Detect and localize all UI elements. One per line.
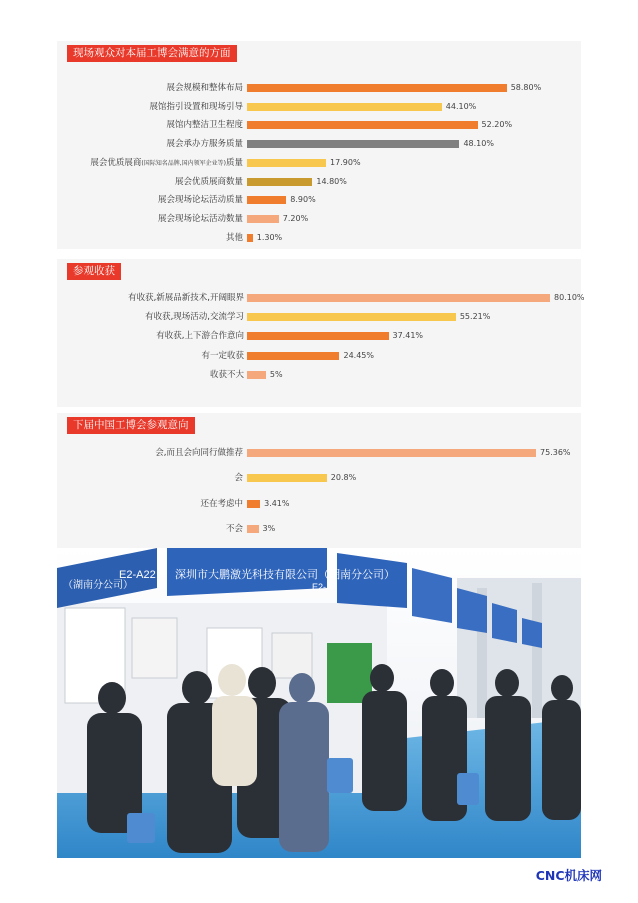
chart-row	[57, 176, 581, 188]
value-label: 24.45%	[343, 350, 374, 360]
bar	[247, 332, 389, 340]
bar	[247, 196, 286, 204]
booth-sign-text: 深圳市大鹏激光科技有限公司（湖南分公司）	[175, 569, 395, 581]
category-label: 有收获,现场活动,交流学习	[145, 312, 244, 323]
chart-row	[57, 213, 581, 225]
booth-sign-text: E2-A	[312, 582, 333, 592]
value-label: 58.80%	[510, 83, 542, 92]
category-label: 展会现场论坛活动质量	[157, 195, 243, 206]
bar	[247, 500, 260, 508]
brand-logo-text: CNC机床网	[535, 868, 602, 883]
bar	[247, 474, 327, 482]
value-label: 55.21%	[459, 312, 491, 322]
bar	[247, 313, 456, 321]
value-label: 5%	[269, 369, 283, 379]
chart-row	[57, 82, 581, 94]
section-harvest	[57, 259, 585, 407]
value-label: 75.36%	[540, 448, 571, 457]
chart-row	[57, 101, 581, 113]
value-label: 3%	[262, 523, 276, 533]
chart-row	[57, 330, 581, 342]
category-label: 有一定收获	[201, 350, 244, 361]
bar	[247, 84, 507, 92]
section-intention	[57, 413, 581, 548]
chart-row	[57, 157, 581, 169]
value-label: 80.10%	[554, 293, 585, 302]
bar	[247, 178, 312, 186]
value-label: 37.41%	[392, 331, 424, 341]
category-label: 展会承办方服务质量	[166, 139, 243, 150]
category-label: 其他	[225, 232, 243, 243]
chart-row	[57, 232, 581, 244]
chart-row	[57, 119, 581, 131]
chart-row	[57, 194, 581, 206]
category-label: 不会	[225, 523, 243, 534]
category-label: 展会现场论坛活动数量	[157, 213, 243, 224]
category-label: 展会优质展商(国际知名品牌,国内领军企业等)质量	[90, 157, 243, 168]
category-label: 有收获,新展品新技术,开阔眼界	[128, 293, 244, 303]
value-label: 8.90%	[290, 195, 316, 205]
category-label: 还在考虑中	[200, 498, 243, 509]
booth-sign-text: （湖南分公司）	[63, 580, 133, 591]
bar	[247, 215, 279, 223]
bar	[247, 121, 478, 129]
chart-row	[57, 447, 581, 459]
booth-sign-text: E2-A22	[119, 569, 156, 581]
chart-row	[57, 292, 585, 304]
bar	[247, 159, 326, 167]
value-label: 1.30%	[256, 232, 283, 242]
category-label: 会,而且会向同行做推荐	[155, 448, 243, 458]
value-label: 44.10%	[445, 101, 477, 111]
bar	[247, 234, 253, 242]
category-label: 展馆内整洁卫生程度	[166, 120, 243, 131]
chart-row	[57, 369, 581, 381]
value-label: 3.41%	[264, 498, 290, 508]
bar	[247, 352, 339, 360]
bar	[247, 140, 459, 148]
chart-row	[57, 523, 581, 535]
value-label: 48.10%	[463, 139, 494, 149]
section-satisfaction	[57, 41, 581, 249]
section-title: 参观收获	[67, 263, 121, 280]
chart-row	[57, 498, 581, 510]
exhibition-hall-image	[57, 548, 581, 858]
category-label: 展会规模和整体布局	[166, 83, 243, 93]
chart-row	[57, 350, 581, 362]
category-label: 会	[234, 473, 243, 484]
bar	[247, 449, 536, 457]
category-label: 展会优质展商数量	[174, 176, 243, 187]
category-label: 有收获,上下游合作意向	[156, 331, 244, 342]
section-title: 现场观众对本届工博会满意的方面	[67, 45, 237, 62]
chart-row	[57, 311, 581, 323]
exhibition-hall-photo	[57, 548, 581, 858]
chart-row	[57, 138, 581, 150]
bar	[247, 371, 266, 379]
value-label: 14.80%	[316, 176, 347, 186]
section-title: 下届中国工博会参观意向	[67, 417, 195, 434]
category-label: 展馆指引设置和现场引导	[149, 101, 243, 112]
value-label: 7.20%	[282, 213, 309, 223]
category-label: 收获不大	[209, 369, 244, 380]
bar	[247, 103, 442, 111]
value-label: 52.20%	[481, 120, 513, 130]
bar	[247, 294, 550, 302]
value-label: 20.8%	[330, 473, 357, 483]
bar	[247, 525, 259, 533]
value-label: 17.90%	[330, 157, 361, 167]
chart-row	[57, 472, 581, 484]
